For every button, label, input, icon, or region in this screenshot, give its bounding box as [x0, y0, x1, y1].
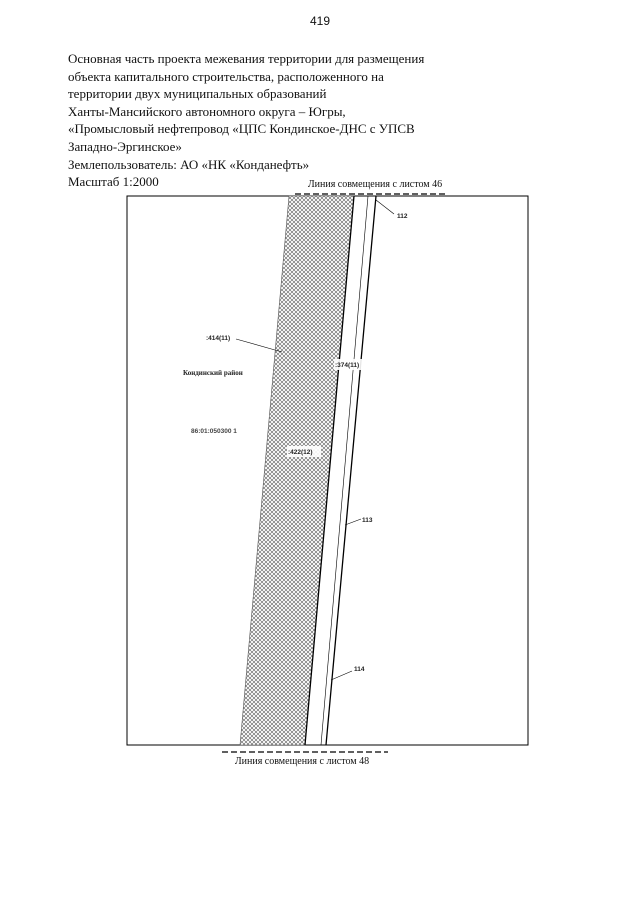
parcel-label-414: :414(11)	[206, 335, 231, 342]
parcel-label-422: :422(12)	[288, 449, 313, 456]
leader-112	[376, 200, 394, 214]
title-line-1: Основная часть проекта межевания территории для размещения	[68, 51, 425, 66]
district-label: Кондинский район	[183, 369, 243, 377]
match-line-top-label: Линия совмещения с листом 46	[307, 179, 443, 190]
page-number: 419	[309, 14, 331, 28]
point-label-112: 112	[397, 213, 408, 220]
cadastral-block-label: 86:01:050300 1	[191, 428, 237, 435]
title-line-4: Ханты-Мансийского автономного округа – Югры,	[68, 103, 346, 119]
hatched-parcel-strip	[240, 196, 354, 745]
scale-line: Масштаб 1:2000	[68, 174, 159, 190]
leader-113	[345, 519, 361, 525]
leader-414	[236, 339, 282, 352]
point-label-114: 114	[354, 666, 365, 673]
title-line-3: территории двух муниципальных образований	[68, 86, 327, 102]
point-label-113: 113	[362, 517, 373, 524]
land-user-line: Землепользователь: АО «НК «Конданефть»	[68, 156, 310, 172]
title-line-6: Западно-Эргинское»	[68, 138, 182, 154]
match-line-bottom-label: Линия совмещения с листом 48	[234, 756, 370, 767]
leader-114	[331, 671, 352, 680]
title-line-2: объекта капитального строительства, расположенного на	[68, 68, 384, 84]
parcel-label-374: :374(11)	[335, 362, 360, 369]
title-line-5: «Промысловый нефтепровод «ЦПС Кондинское-ДНС с УПСВ	[68, 121, 415, 137]
